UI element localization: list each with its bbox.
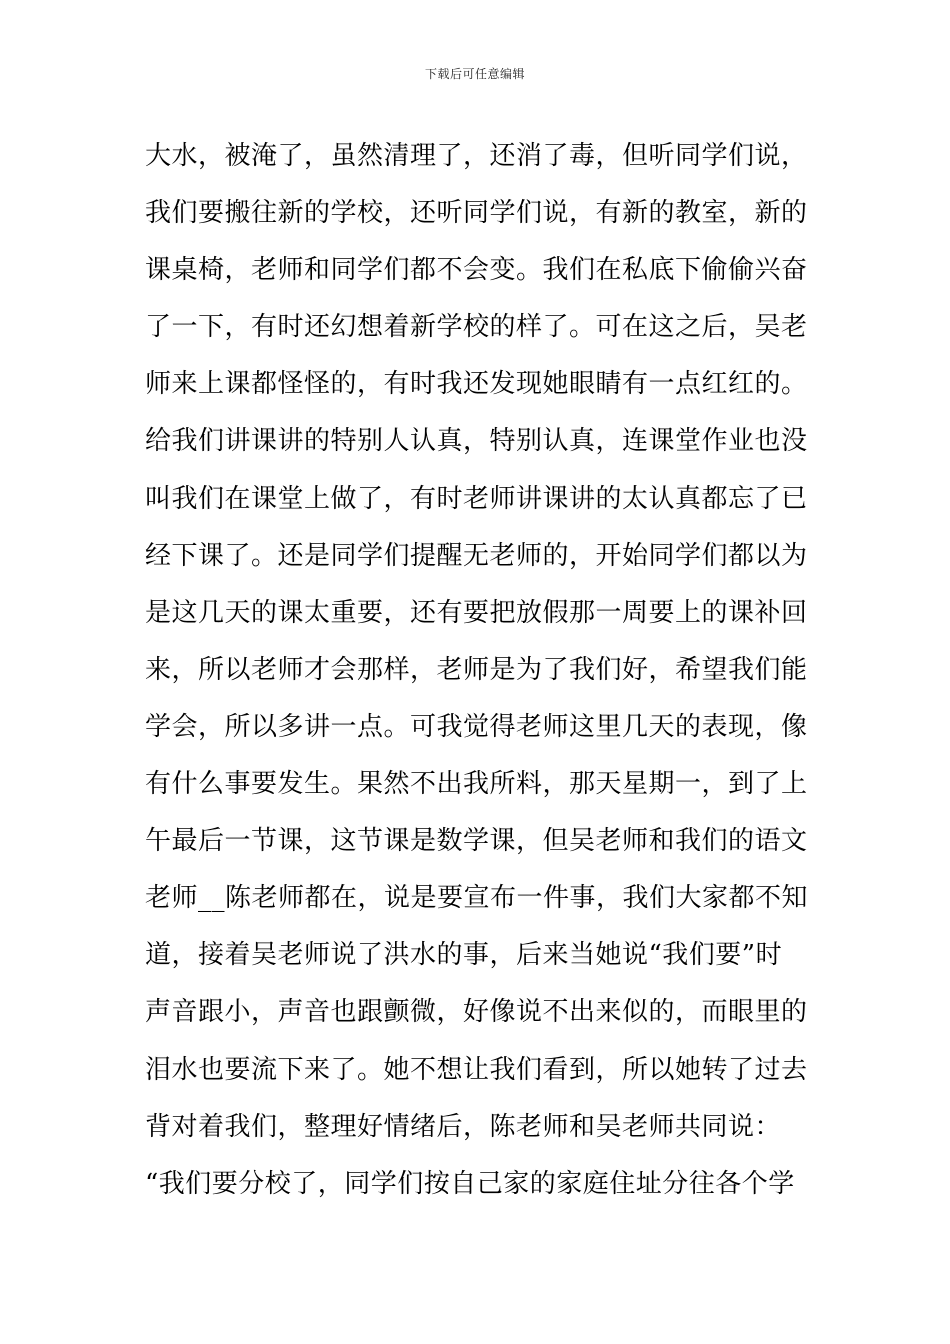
text-line: 了一下，有时还幻想着新学校的样了。可在这之后，吴老 xyxy=(145,312,808,343)
text-line: 午最后一节课，这节课是数学课，但吴老师和我们的语文 xyxy=(145,826,808,857)
text-line: 泪水也要流下来了。她不想让我们看到，所以她转了过去 xyxy=(145,1054,808,1085)
text-line: 道，接着吴老师说了洪水的事，后来当她说“我们要”时 xyxy=(145,940,783,971)
text-line: 给我们讲课讲的特别人认真，特别认真，连课堂作业也没 xyxy=(145,426,808,457)
text-line: 来，所以老师才会那样，老师是为了我们好，希望我们能 xyxy=(145,654,808,685)
text-line: 有什么事要发生。果然不出我所料，那天星期一，到了上 xyxy=(145,769,808,800)
text-line: “我们要分校了，同学们按自己家的家庭住址分往各个学 xyxy=(145,1168,795,1199)
text-line: 我们要搬往新的学校，还听同学们说，有新的教室，新的 xyxy=(145,198,808,229)
text-line: 背对着我们，整理好情绪后，陈老师和吴老师共同说： xyxy=(145,1111,782,1142)
text-line: 老师__陈老师都在，说是要宣布一件事，我们大家都不知 xyxy=(145,883,809,914)
text-line: 课桌椅，老师和同学们都不会变。我们在私底下偷偷兴奋 xyxy=(145,255,808,286)
text-line: 经下课了。还是同学们提醒无老师的，开始同学们都以为 xyxy=(145,540,808,571)
page-header: 下载后可任意编辑 xyxy=(424,67,525,81)
text-line: 声音跟小，声音也跟颤微，好像说不出来似的，而眼里的 xyxy=(145,997,808,1028)
text-line: 大水，被淹了，虽然清理了，还消了毒，但听同学们说， xyxy=(145,141,808,171)
text-line: 是这几天的课太重要，还有要把放假那一周要上的课补回 xyxy=(145,597,808,628)
text-line: 师来上课都怪怪的，有时我还发现她眼睛有一点红红的。 xyxy=(145,369,808,400)
text-line: 叫我们在课堂上做了，有时老师讲课讲的太认真都忘了已 xyxy=(145,483,808,514)
text-line: 学会，所以多讲一点。可我觉得老师这里几天的表现，像 xyxy=(145,711,808,742)
body-text xyxy=(145,128,815,1213)
